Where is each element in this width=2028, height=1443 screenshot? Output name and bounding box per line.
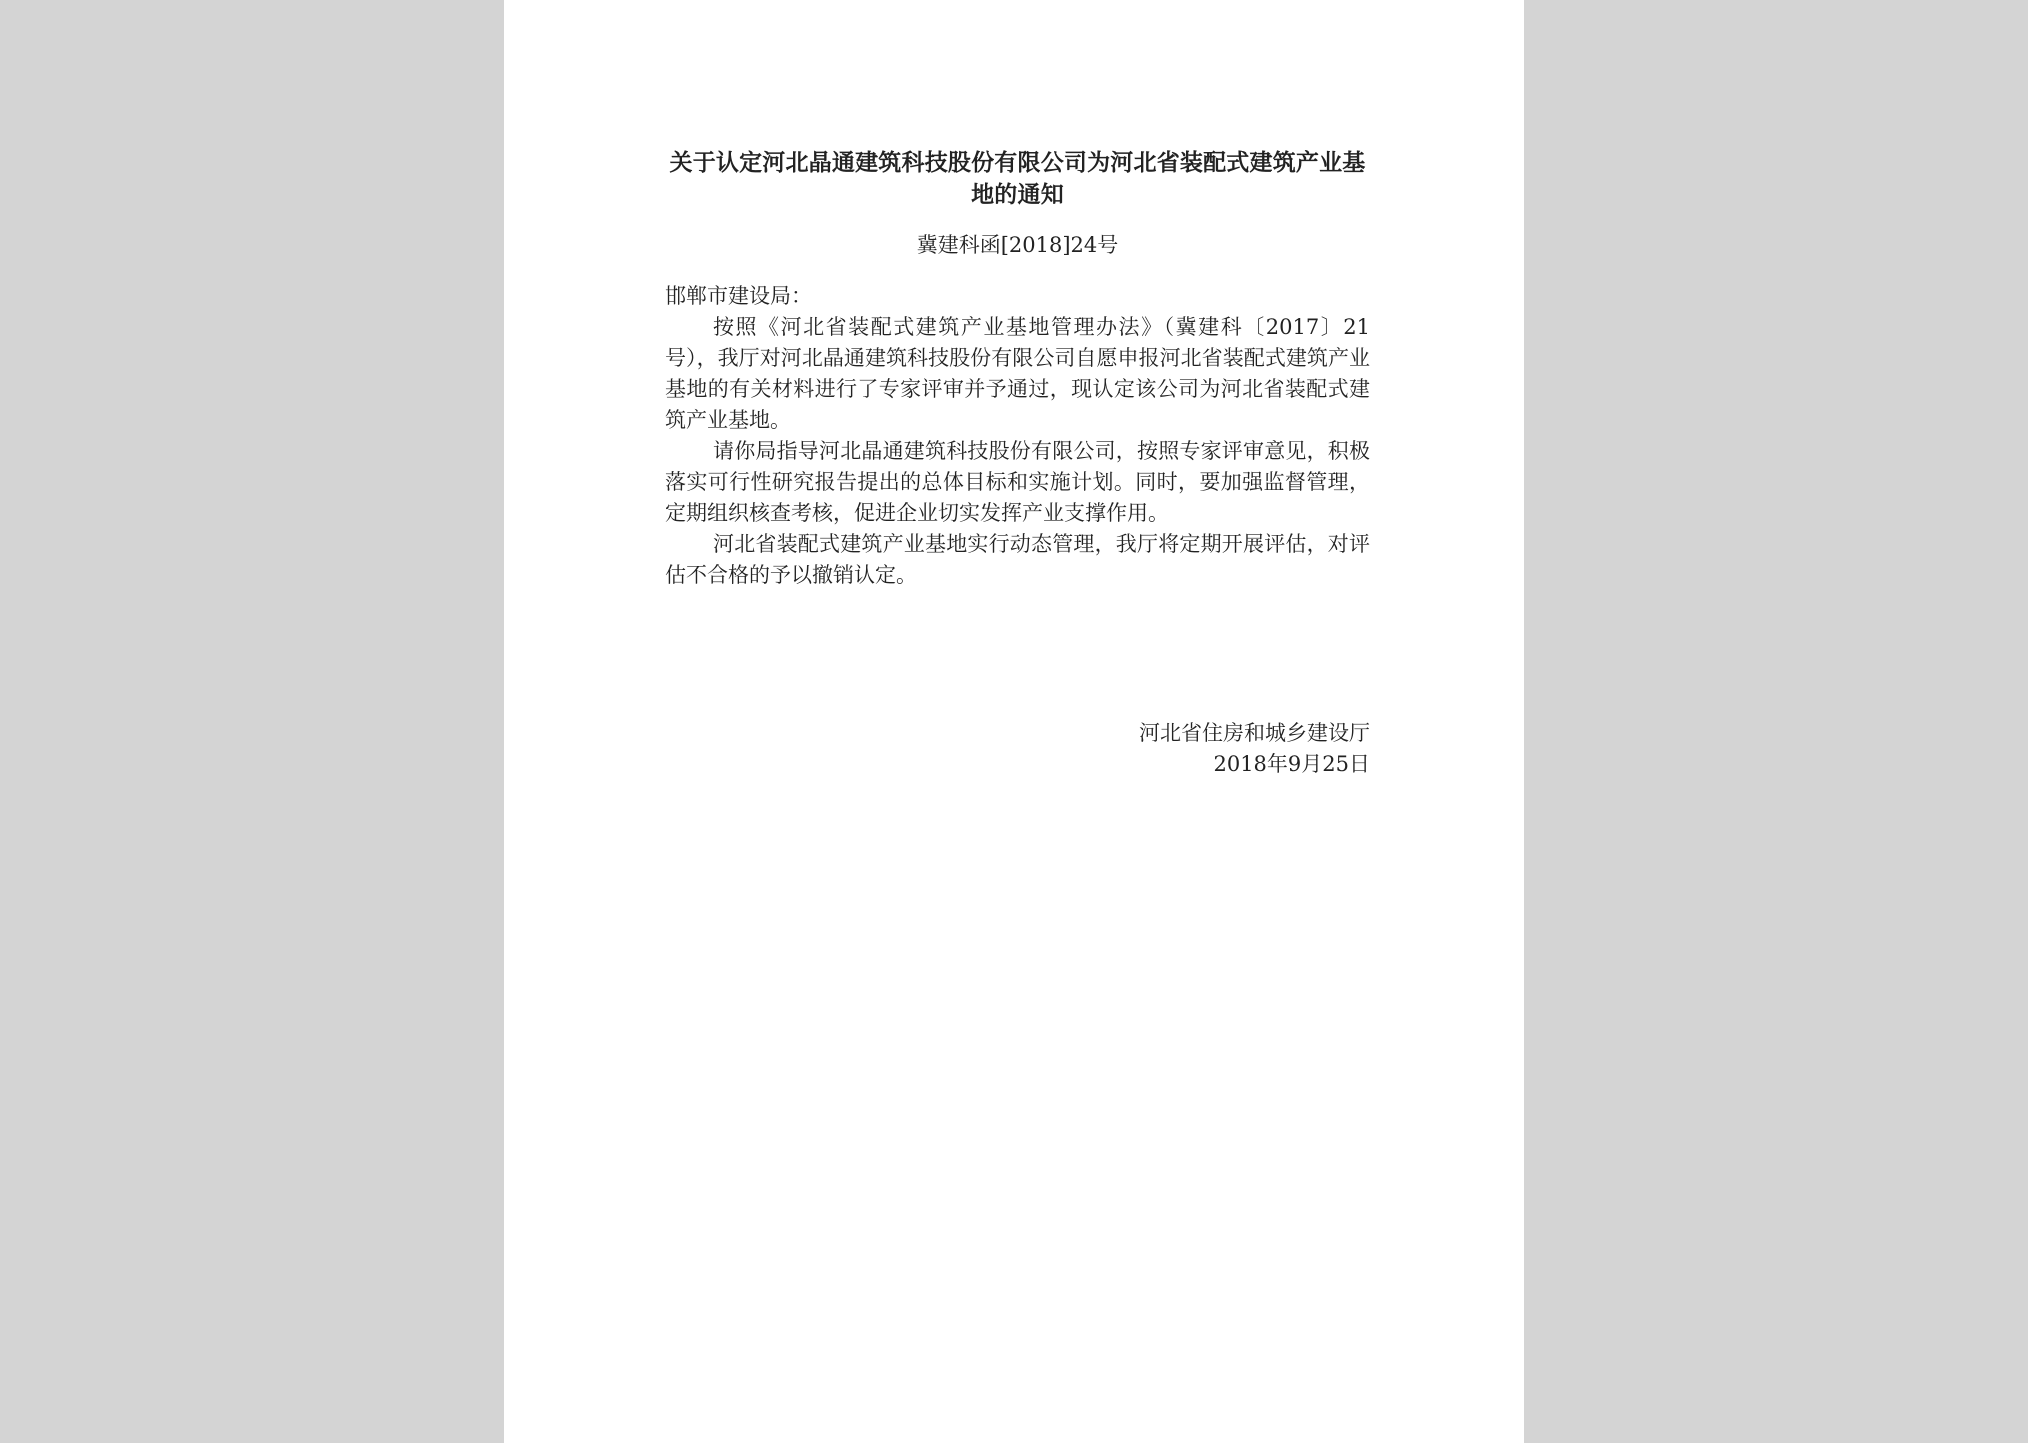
- signature-block: [665, 718, 1370, 780]
- paragraph-3: 河北省装配式建筑产业基地实行动态管理，我厅将定期开展评估，对评估不合格的予以撤销认定。: [665, 532, 1370, 587]
- document-body: [665, 147, 1370, 591]
- document-page: [504, 0, 1524, 1443]
- document-number: 冀建科函[2018]24号: [916, 233, 1119, 257]
- paragraph-1: 按照《河北省装配式建筑产业基地管理办法》（冀建科〔2017〕21号），我厅对河北晶通建筑科技股份有限公司自愿申报河北省装配式建筑产业基地的有关材料进行了专家评审并予通过，现认定该公司为河北省装配式建筑产业基地。: [665, 315, 1370, 432]
- issuer-name: 河北省住房和城乡建设厅: [1139, 721, 1370, 745]
- salutation: 邯郸市建设局：: [665, 284, 812, 308]
- document-title: 关于认定河北晶通建筑科技股份有限公司为河北省装配式建筑产业基地的通知: [669, 150, 1366, 208]
- paragraph-2: 请你局指导河北晶通建筑科技股份有限公司，按照专家评审意见，积极落实可行性研究报告提出的总体目标和实施计划。同时，要加强监督管理，定期组织核查考核，促进企业切实发挥产业支撑作用。: [665, 439, 1370, 525]
- issue-date: 2018年9月25日: [1213, 752, 1370, 776]
